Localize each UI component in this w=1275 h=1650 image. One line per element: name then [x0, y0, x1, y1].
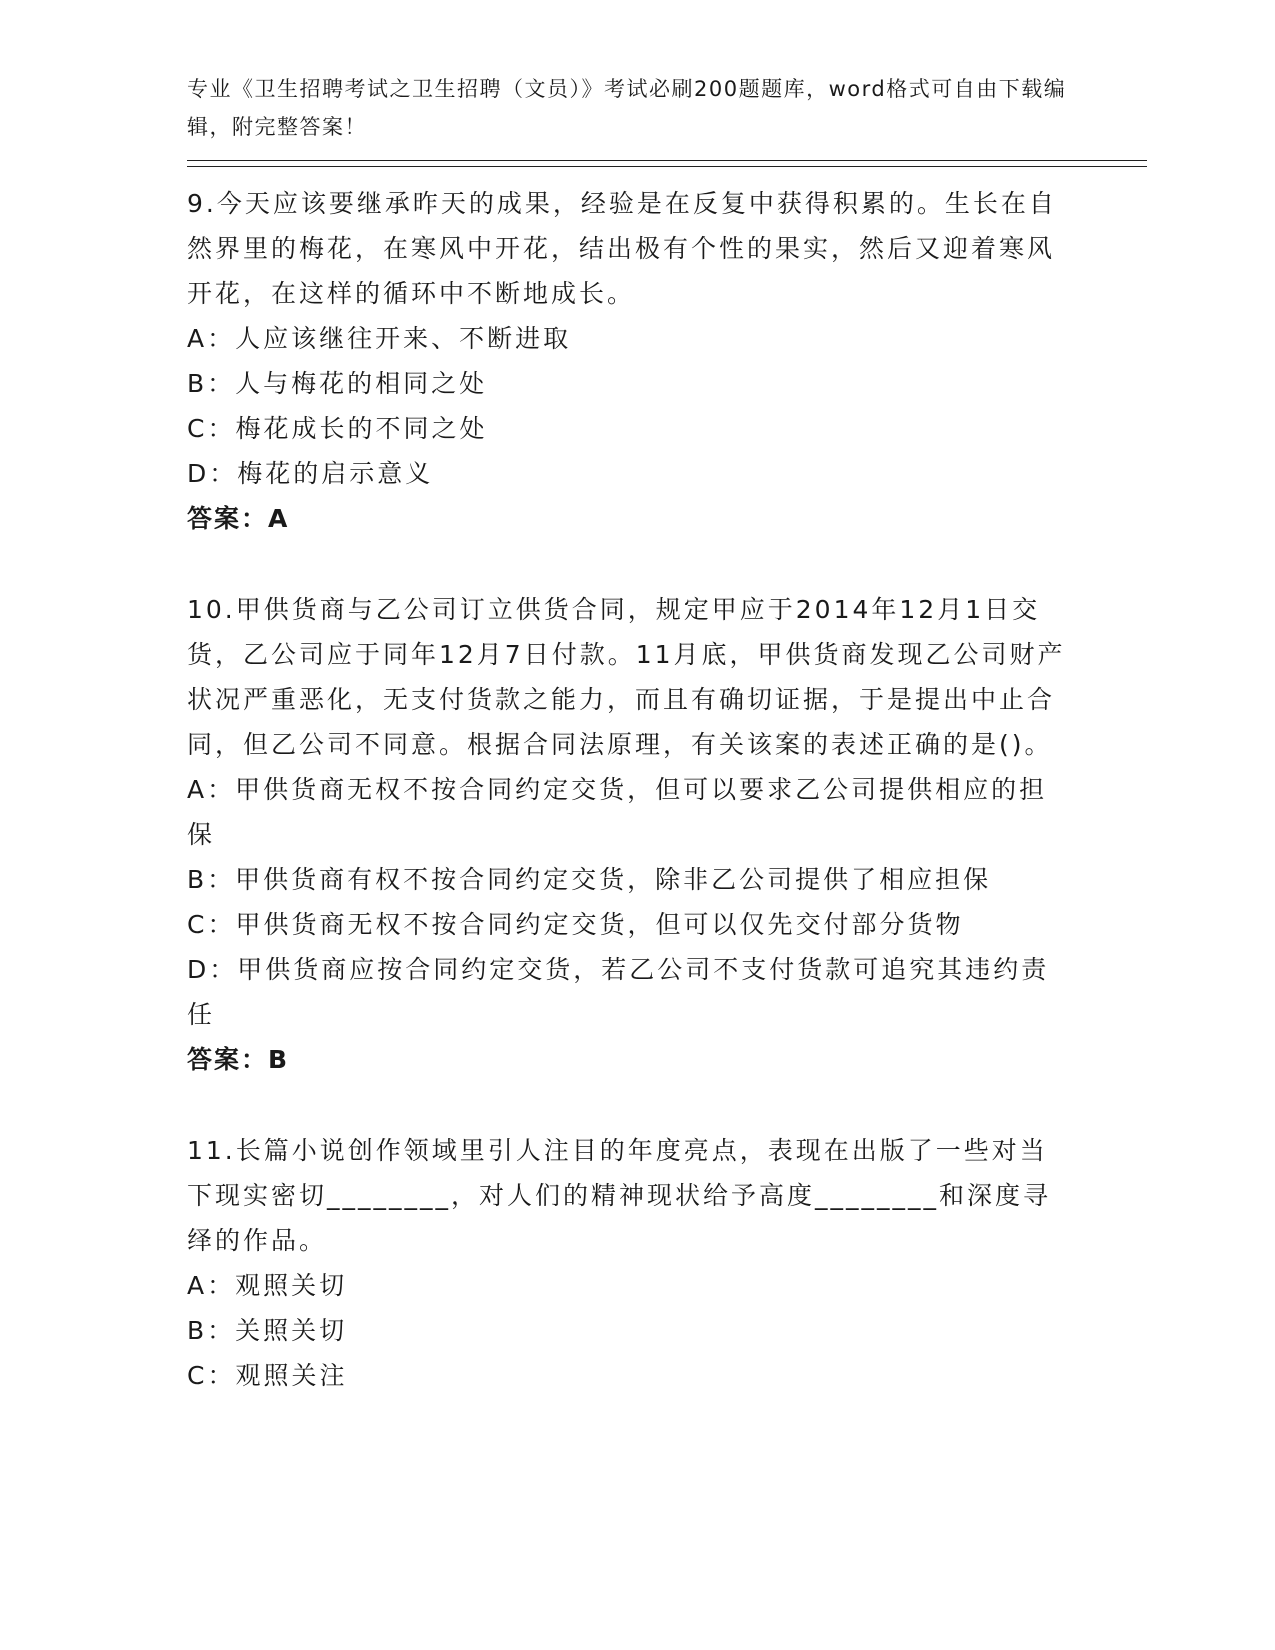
option-d: D：梅花的启示意义	[187, 459, 434, 488]
option-a: A：观照关切	[187, 1271, 348, 1300]
question-stem: 10.甲供货商与乙公司订立供货合同，规定甲应于2014年12月1日交货，乙公司应于同年12月7日付款。11月底，甲供货商发现乙公司财产状况严重恶化，无支付货款之能力，而且有确切证据，于是提出中止合同，但乙公司不同意。根据合同法原理，有关该案的表述正确的是()。	[187, 595, 1066, 759]
answer-line: 答案：B	[187, 1045, 290, 1074]
question-11	[187, 1128, 1147, 1398]
document-page	[187, 70, 1147, 1398]
option-b: B：甲供货商有权不按合同约定交货，除非乙公司提供了相应担保	[187, 865, 992, 894]
option-list	[187, 1263, 1147, 1398]
question-stem: 9.今天应该要继承昨天的成果，经验是在反复中获得积累的。生长在自然界里的梅花，在寒风中开花，结出极有个性的果实，然后又迎着寒风开花，在这样的循环中不断地成长。	[187, 189, 1057, 308]
option-a: A：甲供货商无权不按合同约定交货，但可以要求乙公司提供相应的担保	[187, 775, 1048, 849]
answer-line: 答案：A	[187, 504, 290, 533]
header-double-rule	[187, 160, 1147, 167]
option-c: C：梅花成长的不同之处	[187, 414, 488, 443]
option-list	[187, 767, 1147, 1037]
option-b: B：人与梅花的相同之处	[187, 369, 488, 398]
option-a: A：人应该继往开来、不断进取	[187, 324, 572, 353]
option-list	[187, 316, 1147, 496]
question-stem: 11.长篇小说创作领域里引人注目的年度亮点，表现在出版了一些对当下现实密切________，对人们的精神现状给予高度________和深度寻绎的作品。	[187, 1136, 1052, 1255]
option-b: B：关照关切	[187, 1316, 348, 1345]
question-10	[187, 587, 1147, 1082]
question-9	[187, 181, 1147, 541]
document-header: 专业《卫生招聘考试之卫生招聘（文员）》考试必刷200题题库，word格式可自由下载编辑，附完整答案！	[187, 77, 1067, 139]
option-c: C：甲供货商无权不按合同约定交货，但可以仅先交付部分货物	[187, 910, 964, 939]
option-c: C：观照关注	[187, 1361, 348, 1390]
option-d: D：甲供货商应按合同约定交货，若乙公司不支付货款可追究其违约责任	[187, 955, 1050, 1029]
